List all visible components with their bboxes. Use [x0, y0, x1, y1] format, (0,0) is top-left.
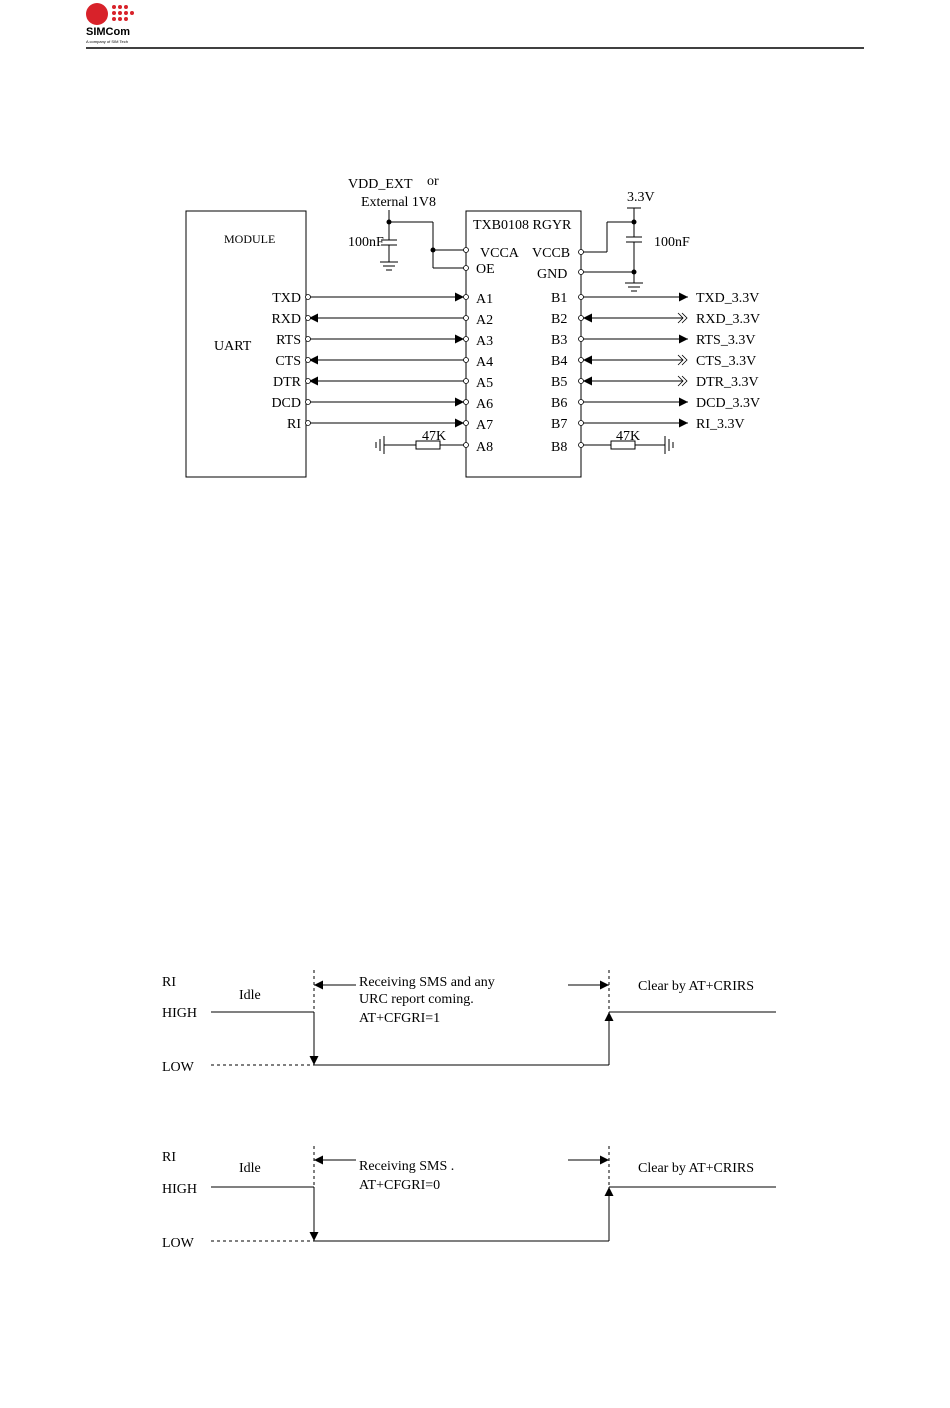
- module-pin-rxd: [306, 316, 311, 321]
- t2-idle-label: Idle: [239, 1161, 261, 1176]
- module-title: MODULE: [224, 232, 276, 246]
- chip-label-b7: B7: [551, 417, 568, 432]
- t1-event-line1: Receiving SMS and any: [359, 975, 495, 990]
- chip-label-b2: B2: [551, 312, 568, 327]
- t1-event-line3: AT+CFGRI=1: [359, 1011, 441, 1026]
- module-signal-rxd: RXD: [271, 312, 301, 327]
- module-signal-ri: RI: [287, 417, 301, 432]
- chip-label-a3: A3: [476, 334, 494, 349]
- module-signal-dcd: DCD: [271, 396, 301, 411]
- chip-pin-b7: [579, 421, 584, 426]
- pin-oe: [464, 266, 469, 271]
- t2-high-label: HIGH: [162, 1182, 197, 1197]
- simcom-logo: [86, 3, 134, 44]
- chip-pin-b1: [579, 295, 584, 300]
- uart-label: UART: [214, 339, 252, 354]
- logo-wordmark: SIMCom: [86, 26, 130, 38]
- t2-event-line1: Receiving SMS .: [359, 1159, 455, 1174]
- t2-event-line2: AT+CFGRI=0: [359, 1178, 441, 1193]
- pin-b8: [579, 443, 584, 448]
- chip-label-a1: A1: [476, 292, 494, 307]
- chip-pin-b3: [579, 337, 584, 342]
- chip-label-a6: A6: [476, 397, 494, 412]
- output-signal-ri: RI_3.3V: [696, 417, 745, 432]
- chip-vccb: VCCB: [532, 246, 571, 261]
- t2-low-label: LOW: [162, 1236, 194, 1251]
- chip-label-b4: B4: [551, 354, 568, 369]
- module-signal-cts: CTS: [275, 354, 301, 369]
- output-signal-cts: CTS_3.3V: [696, 354, 757, 369]
- vdd-or-label: or: [427, 174, 439, 189]
- output-signal-txd: TXD_3.3V: [696, 291, 760, 306]
- chip-label-b6: B6: [551, 396, 568, 411]
- chip-pin-a6: [464, 400, 469, 405]
- chip-label-b5: B5: [551, 375, 568, 390]
- t1-idle-label: Idle: [239, 988, 261, 1003]
- resistor-right-label: 47K: [616, 429, 641, 444]
- external-1v8-label: External 1V8: [361, 195, 437, 210]
- module-pin-txd: [306, 295, 311, 300]
- t2-clear-label: Clear by AT+CRIRS: [638, 1161, 755, 1176]
- chip-pin-a1: [464, 295, 469, 300]
- signal-lines: [271, 291, 760, 433]
- module-pin-cts: [306, 358, 311, 363]
- chip-label-b1: B1: [551, 291, 568, 306]
- chip-label-a2: A2: [476, 313, 494, 328]
- chip-pin-b2: [579, 316, 584, 321]
- chip-pin-a3: [464, 337, 469, 342]
- chip-label-a4: A4: [476, 355, 494, 370]
- t1-clear-label: Clear by AT+CRIRS: [638, 979, 755, 994]
- vdd-ext-label: VDD_EXT: [348, 177, 413, 192]
- chip-pin-a4: [464, 358, 469, 363]
- t1-signal-label: RI: [162, 975, 176, 990]
- resistor-left-label: 47K: [422, 429, 447, 444]
- logo-tagline: A company of SIM Tech: [86, 39, 128, 44]
- chip-pin-b5: [579, 379, 584, 384]
- output-signal-rts: RTS_3.3V: [696, 333, 756, 348]
- t1-low-label: LOW: [162, 1060, 194, 1075]
- cap-right-label: 100nF: [654, 235, 690, 250]
- pin-a8: [464, 443, 469, 448]
- chip-pin-b6: [579, 400, 584, 405]
- pin-gnd: [579, 270, 584, 275]
- chip-pin-a7: [464, 421, 469, 426]
- chip-pin-a5: [464, 379, 469, 384]
- chip-pin-b8: B8: [551, 440, 568, 455]
- chip-label-b3: B3: [551, 333, 568, 348]
- output-signal-dcd: DCD_3.3V: [696, 396, 761, 411]
- timing-diagram-1: [162, 970, 776, 1075]
- t1-event-line2: URC report coming.: [359, 992, 474, 1007]
- module-signal-txd: TXD: [272, 291, 301, 306]
- t1-high-label: HIGH: [162, 1006, 197, 1021]
- module-signal-rts: RTS: [276, 333, 301, 348]
- chip-label-a7: A7: [476, 418, 494, 433]
- vcc-3v3-label: 3.3V: [627, 190, 655, 205]
- output-signal-rxd: RXD_3.3V: [696, 312, 761, 327]
- t2-signal-label: RI: [162, 1150, 176, 1165]
- module-pin-rts: [306, 337, 311, 342]
- module-pin-ri: [306, 421, 311, 426]
- module-pin-dtr: [306, 379, 311, 384]
- logo-red-mark-icon: [86, 3, 108, 25]
- pin-vcca: [464, 248, 469, 253]
- module-pin-dcd: [306, 400, 311, 405]
- chip-pin-a8: A8: [476, 440, 494, 455]
- logo-dot-grid-icon: [112, 5, 134, 21]
- chip-pin-a2: [464, 316, 469, 321]
- chip-pin-b4: [579, 358, 584, 363]
- pin-vccb: [579, 250, 584, 255]
- output-signal-dtr: DTR_3.3V: [696, 375, 759, 390]
- chip-label-a5: A5: [476, 376, 494, 391]
- chip-oe: OE: [476, 262, 495, 277]
- chip-name: TXB0108 RGYR: [473, 218, 572, 233]
- chip-vcca: VCCA: [480, 246, 519, 261]
- module-signal-dtr: DTR: [273, 375, 301, 390]
- timing-diagram-2: [162, 1146, 776, 1251]
- chip-gnd: GND: [537, 267, 568, 282]
- cap-left-label: 100nF: [348, 235, 384, 250]
